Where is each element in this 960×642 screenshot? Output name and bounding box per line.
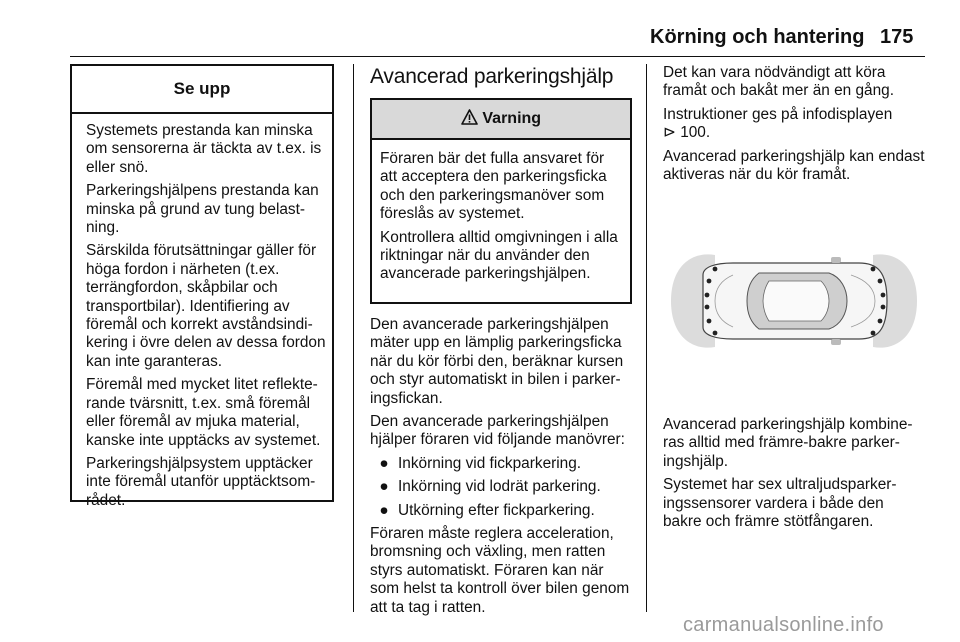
warning-paragraph: Föraren bär det fulla ansvaret för att acceptera den parkeringsficka och den parkeringsmanöver som föreslås av systemet. [380,150,607,223]
list-item [370,455,632,473]
caution-paragraph: Särskilda förutsättningar gäller för höga fordon i närheten (t.ex. terrängfordon, skåpbilar och transportbilar). Identifiering av föremål och korrekt avståndsindikering i övre delen av dessa fordon kan inte garanteras. [86,242,326,370]
header-title: Körning och hantering [650,26,865,48]
caution-box [70,64,334,509]
list-item-text: Inkörning vid lodrät parkering. [398,478,601,496]
body-paragraph: Det kan vara nödvändigt att köra framåt och bakåt mer än en gång. [663,64,894,100]
body-paragraph [663,106,925,143]
section-title: Avancerad parkeringshjälp [370,65,614,88]
caution-paragraph: Parkeringshjälpsystem upptäcker inte föremål utanför upptäcktsområdet. [86,454,316,509]
caution-paragraph: Systemets prestanda kan minska om sensorerna är täckta av t.ex. is eller snö. [86,122,322,176]
reference-text: Instruktioner ges på infodisplayen [663,105,893,123]
watermark: carmanualsonline.info [683,614,884,636]
section-column [370,64,632,622]
column-divider-right [646,64,647,612]
body-paragraph: Avancerad parkeringshjälp kan endast aktiveras när du kör framåt. [663,147,925,184]
bullet-icon: ● [379,478,389,496]
warning-box-body [372,140,630,284]
body-paragraph: Den avancerade parkeringshjälpen hjälper föraren vid följande manövrer: [370,413,625,449]
page-reference-icon: ⊳ [663,124,676,142]
list-item [370,478,632,496]
caution-paragraph: Parkeringshjälpens prestanda kan minska på grund av tung belastning. [86,182,319,237]
warning-box-header [372,100,630,140]
list-item-text: Utkörning efter fickparkering. [398,501,595,519]
section-body [370,316,632,617]
body-paragraph: Den avancerade parkeringshjälpen mäter upp en lämplig parkeringsficka när du kör förbi den, beräknar kursen och styr automatiskt in bilen i parkeringsfickan. [370,316,624,407]
bullet-icon: ● [379,454,389,472]
caution-paragraph: Föremål med mycket litet reflekterande tvärsnitt, t.ex. små föremål eller föremål av mjuka material, kanske inte upptäcks av systemet. [86,376,321,449]
caution-box-title: Se upp [72,66,332,114]
bullet-icon: ● [379,501,389,519]
car-sensor-illustration [663,195,925,407]
right-column-top [663,64,925,189]
right-column-bottom [663,416,925,536]
page-number: 175 [880,26,914,48]
page-reference-link[interactable]: 100. [680,124,711,142]
caution-box-body [72,114,332,510]
body-paragraph: Systemet har sex ultraljudsparkeringssensorer vardera i både den bakre och främre stötfångaren. [663,476,897,531]
warning-box-title: Varning [482,110,542,127]
list-item-text: Inkörning vid fickparkering. [398,454,582,472]
warning-box [370,98,632,304]
body-paragraph: Avancerad parkeringshjälp kombineras alltid med främre-bakre parkeringshjälp. [663,416,913,470]
header-rule [70,56,925,57]
warning-paragraph: Kontrollera alltid omgivningen i alla riktningar när du använder den avancerade parkeringshjälpen. [380,228,618,283]
body-paragraph: Föraren måste reglera acceleration, bromsning och växling, men ratten styrs automatiskt. Föraren kan när som helst ta kontroll över bilen genom att ta tag i ratten. [370,525,630,616]
car-sensor-figure [663,195,925,407]
warning-triangle-icon [461,109,478,125]
list-item [370,502,632,520]
column-divider-left [353,64,354,612]
